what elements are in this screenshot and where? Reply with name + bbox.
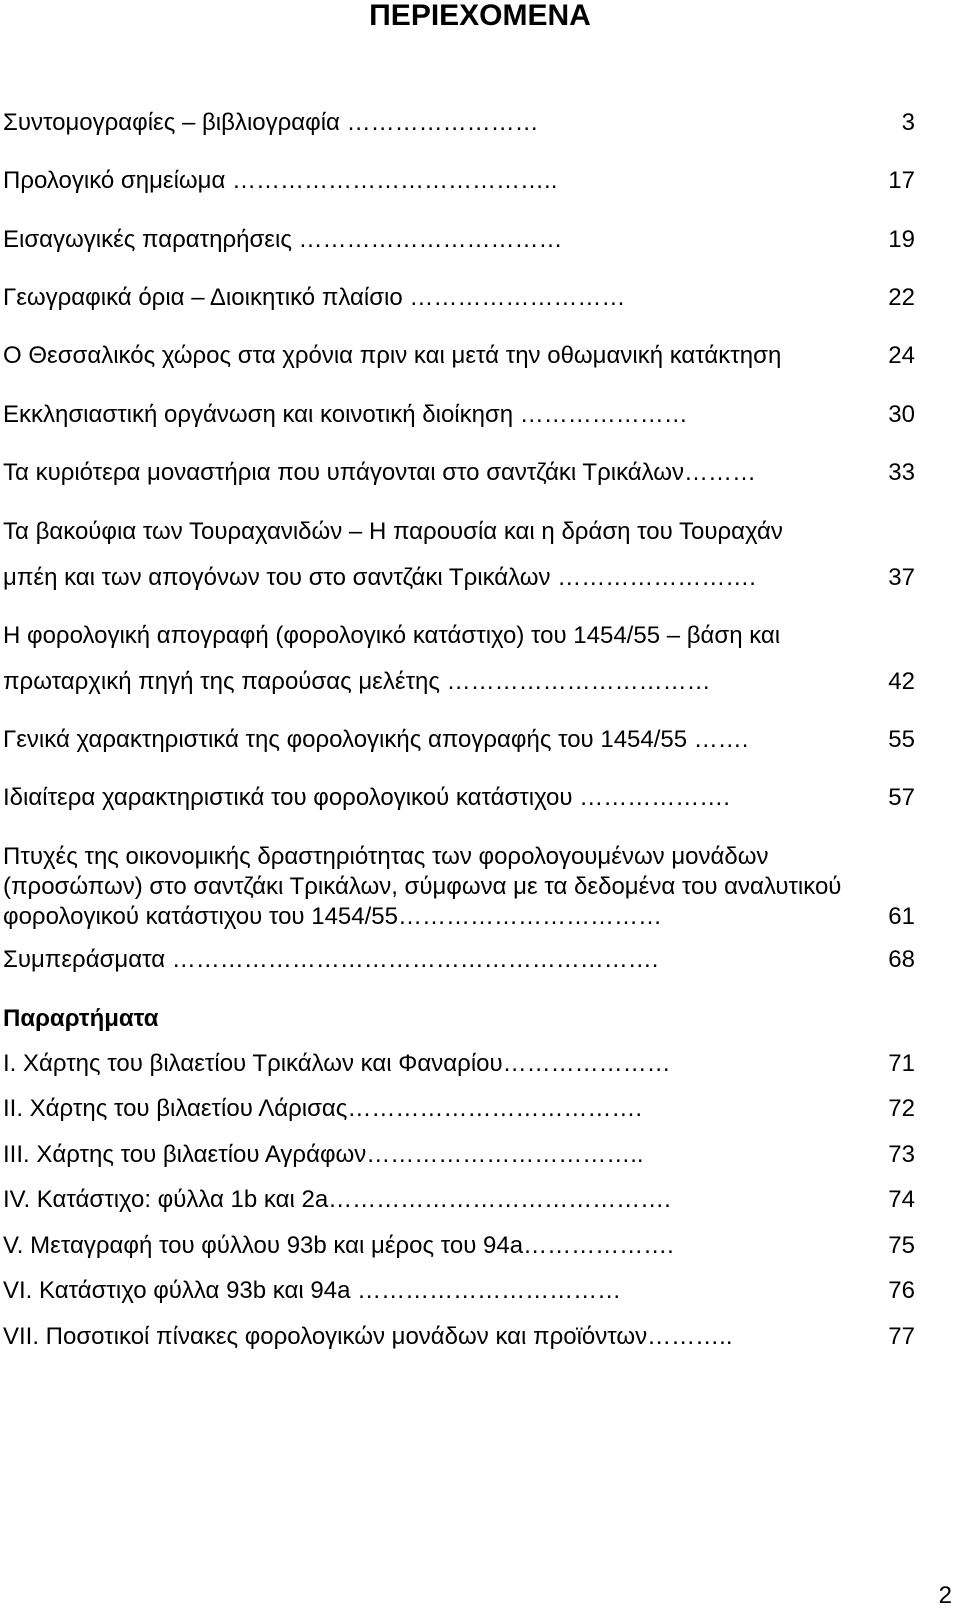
entry-text: Γεωγραφικά όρια – Διοικητικό πλαίσιο ……………………… [3,284,626,311]
entry-page: 76 [888,1277,915,1304]
entry-page: 3 [901,109,915,136]
entry-page: 72 [888,1095,915,1122]
entry-page: 30 [888,401,915,428]
entry-page: 61 [888,903,915,930]
entry-text: φορολογικού κατάστιχου του 1454/55…………………………… [3,903,662,930]
entry-page: 57 [888,784,915,811]
appendix-entry [3,1322,915,1352]
appendix-entry [3,1140,915,1170]
entry-text: μπέη και των απογόνων του στο σαντζάκι Τρικάλων ……………………. [3,564,756,591]
entry-text: Συντομογραφίες – βιβλιογραφία …………………… [3,109,539,136]
toc-entry [3,517,915,593]
entry-text: Γενικά χαρακτηριστικά της φορολογικής απογραφής του 1454/55 ……. [3,726,749,753]
entry-page: 37 [888,564,915,591]
entry-page: 42 [888,668,915,695]
entry-page: 74 [888,1186,915,1213]
entry-page: 73 [888,1141,915,1168]
toc-entry [3,945,915,975]
entry-page: 68 [888,946,915,973]
entry-text: Πτυχές της οικονομικής δραστηριότητας των φορολογουμένων μονάδων [3,843,769,870]
entry-page: 24 [888,342,915,369]
toc-entry [3,783,915,813]
entry-text: V. Μεταγραφή του φύλλου 93b και μέρος του 94a………………. [3,1232,674,1259]
appendix-entry [3,1276,915,1306]
toc-entry [3,621,915,697]
entry-page: 75 [888,1232,915,1259]
entry-text: Τα κυριότερα μοναστήρια που υπάγονται στο σαντζάκι Τρικάλων……… [3,459,757,486]
toc-entry [3,283,915,313]
toc-entry [3,225,915,255]
entry-page: 17 [888,167,915,194]
toc-entry [3,341,915,371]
toc-entry [3,400,915,430]
appendix-entry [3,1231,915,1261]
entry-text: Ι. Χάρτης του βιλαετίου Τρικάλων και Φαναρίου………………… [3,1050,671,1077]
appendix-entry [3,1185,915,1215]
entry-text: IV. Κατάστιχο: φύλλα 1b και 2a……………………………………. [3,1186,671,1213]
entry-text: Ιδιαίτερα χαρακτηριστικά του φορολογικού κατάστιχου ………………. [3,784,730,811]
entry-text: Τα βακούφια των Τουραχανιδών – Η παρουσία και η δράση του Τουραχάν [3,518,783,545]
entry-page: 55 [888,726,915,753]
entry-text: πρωταρχική πηγή της παρούσας μελέτης …………………………… [3,668,711,695]
entry-text: (προσώπων) στο σαντζάκι Τρικάλων, σύμφωνα με τα δεδομένα του αναλυτικού [3,873,842,900]
entry-page: 77 [888,1323,915,1350]
entry-text: VI. Κατάστιχο φύλλα 93b και 94a …………………………… [3,1277,622,1304]
entry-text: Εισαγωγικές παρατηρήσεις …………………………… [3,226,563,253]
toc-entry [3,108,915,138]
entry-text: ΙΙΙ. Χάρτης του βιλαετίου Αγράφων…………………………….. [3,1141,644,1168]
entry-page: 33 [888,459,915,486]
toc-entry [3,842,925,932]
entry-text: Εκκλησιαστική οργάνωση και κοινοτική διοίκηση ………………… [3,401,688,428]
entry-page: 19 [888,226,915,253]
entry-text: Ο Θεσσαλικός χώρος στα χρόνια πριν και μετά την οθωμανική κατάκτηση [3,342,782,369]
entry-text: Προλογικό σημείωμα ………………………………….. [3,167,558,194]
appendix-entry [3,1049,915,1079]
entry-text: ΙΙ. Χάρτης του βιλαετίου Λάρισας………………………………. [3,1095,642,1122]
entry-page: 22 [888,284,915,311]
entry-text: Συμπεράσματα ……………………………………………………. [3,946,659,973]
toc-entry [3,458,915,488]
appendix-entry [3,1094,915,1124]
toc-entry [3,725,915,755]
entry-text: VII. Ποσοτικοί πίνακες φορολογικών μονάδων και προϊόντων……….. [3,1323,733,1350]
page-title: ΠΕΡΙΕΧΟΜΕΝΑ [369,0,591,32]
entry-text: Η φορολογική απογραφή (φορολογικό κατάστιχο) του 1454/55 – βάση και [3,622,781,649]
page-number: 2 [938,1582,952,1609]
appendix-heading: Παραρτήματα [3,1005,159,1032]
entry-page: 71 [888,1050,915,1077]
toc-entry [3,166,915,196]
